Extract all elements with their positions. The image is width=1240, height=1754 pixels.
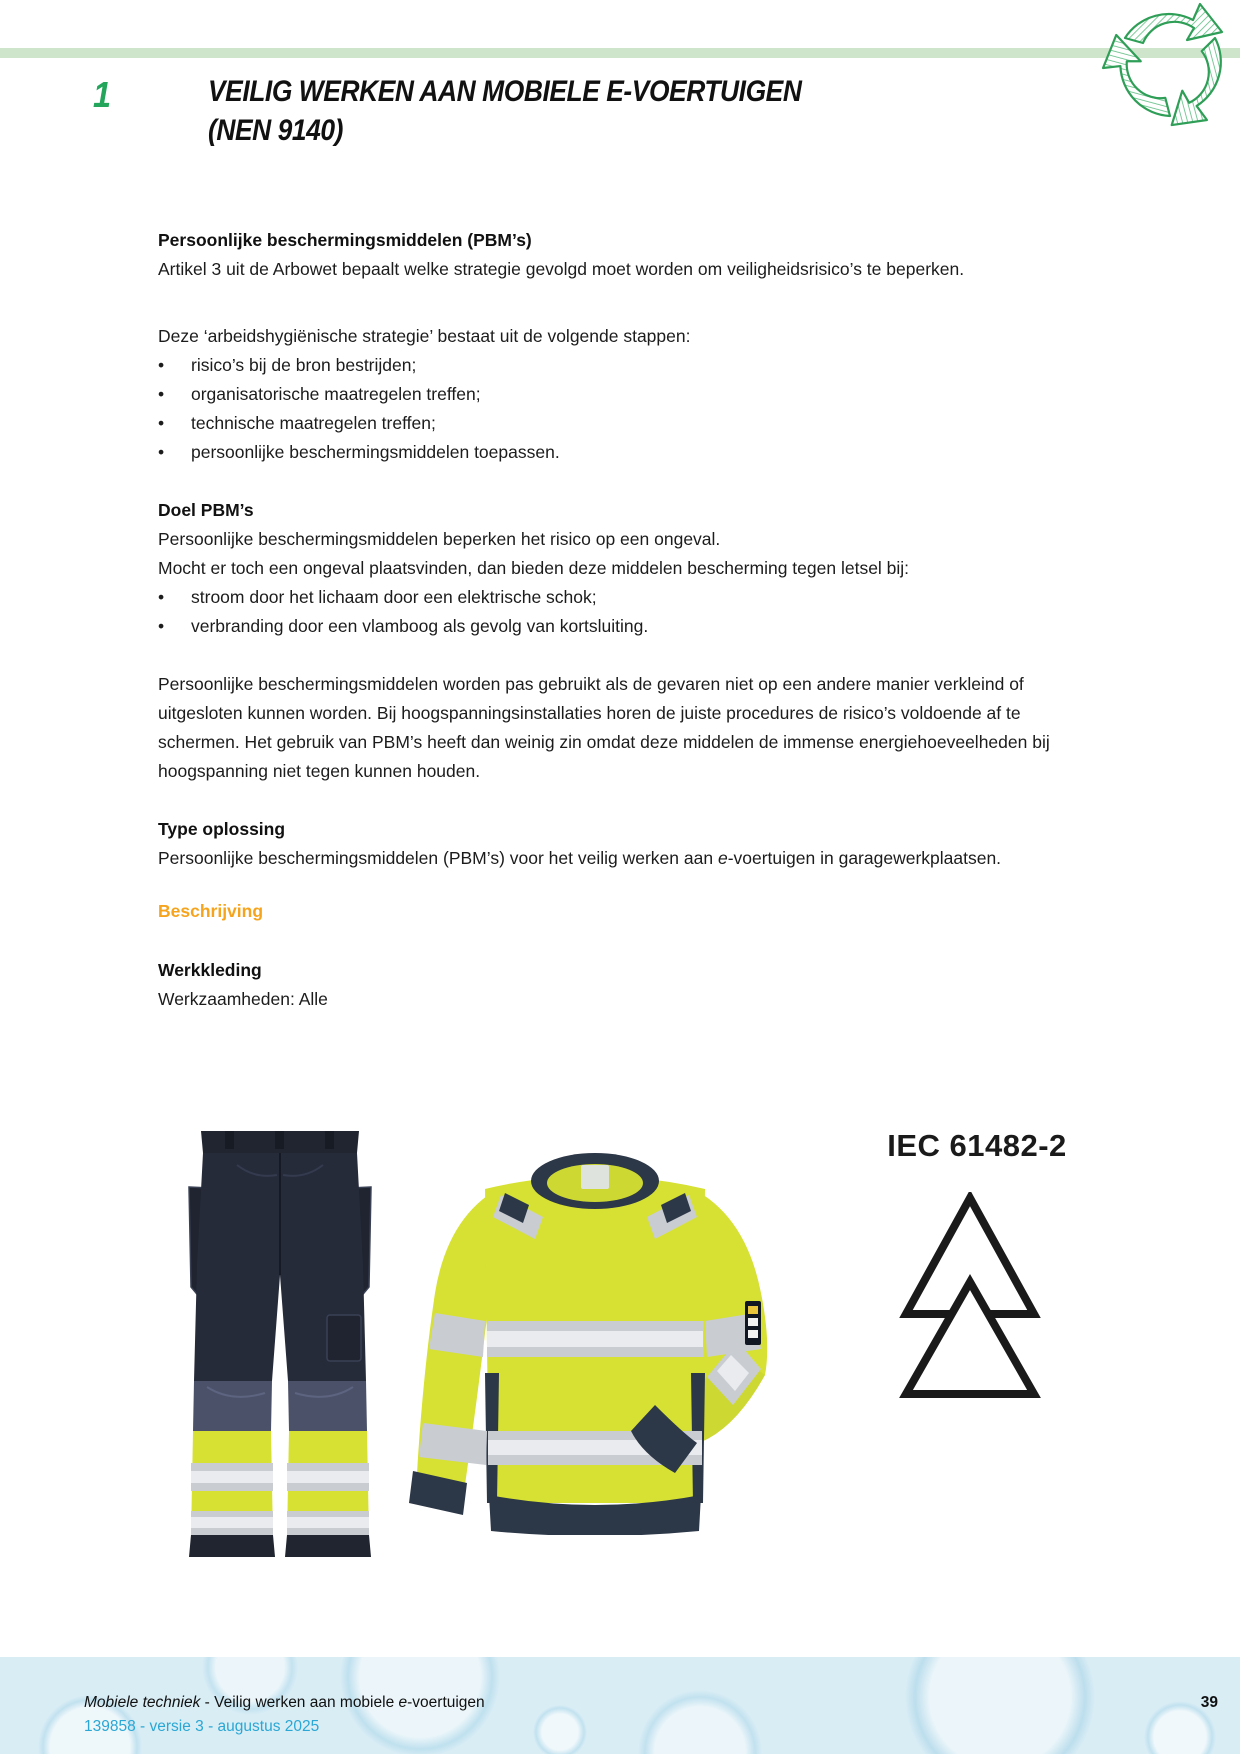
section-heading-werkkleding: Werkkleding: [158, 960, 262, 980]
list-item-text: risico’s bij de bron bestrijden;: [191, 355, 417, 375]
footer-doc-title: [84, 1694, 485, 1712]
footer-mid: - Veilig werken aan mobiele: [200, 1694, 399, 1711]
double-triangle-arc-flash-icon: [898, 1192, 1042, 1402]
list-item-text: organisatorische maatregelen treffen;: [191, 384, 481, 404]
bullet-icon: •: [158, 587, 165, 607]
list-item: [158, 380, 1058, 409]
list-item-text: verbranding door een vlamboog als gevolg van kortsluiting.: [191, 616, 649, 636]
paragraph-pbm: Artikel 3 uit de Arbowet bepaalt welke strategie gevolgd moet worden om veiligheidsrisico’s te beperken.: [158, 259, 965, 279]
bullet-icon: •: [158, 355, 165, 375]
paragraph-strategy-intro: Deze ‘arbeidshygiënische strategie’ bestaat uit de volgende stappen:: [158, 326, 691, 346]
list-item: [158, 438, 1058, 467]
list-item-text: persoonlijke beschermingsmiddelen toepassen.: [191, 442, 560, 462]
strategy-bullet-list: [158, 351, 1058, 467]
footer-version-line: 139858 - versie 3 - augustus 2025: [84, 1718, 320, 1735]
paragraph-pbm-usage: Persoonlijke beschermingsmiddelen worden pas gebruikt als de gevaren niet op een andere manier verkleind of uitgesloten kunnen worden. Bij hoogspanningsinstallaties horen de juiste procedures de risico’s voldoende af te schermen. Het gebruik van PBM’s heeft dan weinig zin omdat deze middelen de immense energiehoeveelheden bij hoogspanning niet tegen kunnen houden.: [158, 674, 1050, 781]
type-text-italic-e: e: [717, 848, 728, 868]
footer-series: Mobiele techniek: [84, 1694, 201, 1711]
section-heading-pbm: Persoonlijke beschermingsmiddelen (PBM’s): [158, 230, 532, 250]
paragraph-type: [158, 844, 1058, 873]
hi-vis-sweatshirt-photo: [393, 1143, 797, 1535]
doel-bullet-list: [158, 583, 1058, 641]
bullet-icon: •: [158, 442, 165, 462]
page-number: 39: [1200, 1694, 1218, 1711]
body-content: [158, 226, 1058, 1014]
type-text-rest: -voertuigen in garagewerkplaatsen.: [727, 848, 1002, 868]
iec-standard-label: IEC 61482-2: [887, 1128, 1067, 1163]
bullet-icon: •: [158, 384, 165, 404]
list-item: [158, 351, 1058, 380]
list-item: [158, 583, 1058, 612]
paragraph-doel-2: Mocht er toch een ongeval plaatsvinden, dan bieden deze middelen bescherming tegen letsel bij:: [158, 558, 910, 578]
page-title: [208, 72, 877, 150]
chapter-number: 1: [93, 74, 112, 115]
header-green-bar: [0, 48, 1240, 58]
section-heading-doel: Doel PBM’s: [158, 500, 254, 520]
section-heading-type: Type oplossing: [158, 819, 286, 839]
footer-italic-e: e: [398, 1694, 408, 1711]
list-item-text: technische maatregelen treffen;: [191, 413, 436, 433]
page-title-line1: VEILIG WERKEN AAN MOBIELE E-VOERTUIGEN: [208, 75, 802, 108]
hi-vis-work-trousers-photo: [187, 1125, 373, 1561]
page-title-line2: (NEN 9140): [208, 114, 343, 147]
bullet-icon: •: [158, 616, 165, 636]
list-item: [158, 409, 1058, 438]
list-item: [158, 612, 1058, 641]
paragraph-werkzaamheden: Werkzaamheden: Alle: [158, 989, 328, 1009]
section-heading-beschrijving: Beschrijving: [158, 901, 264, 921]
paragraph-doel-1: Persoonlijke beschermingsmiddelen beperken het risico op een ongeval.: [158, 529, 721, 549]
recycle-icon: [1090, 0, 1240, 132]
type-text: Persoonlijke beschermingsmiddelen (PBM’s) voor het veilig werken aan: [158, 848, 718, 868]
footer-rest: -voertuigen: [407, 1694, 485, 1711]
list-item-text: stroom door het lichaam door een elektrische schok;: [191, 587, 597, 607]
bullet-icon: •: [158, 413, 165, 433]
